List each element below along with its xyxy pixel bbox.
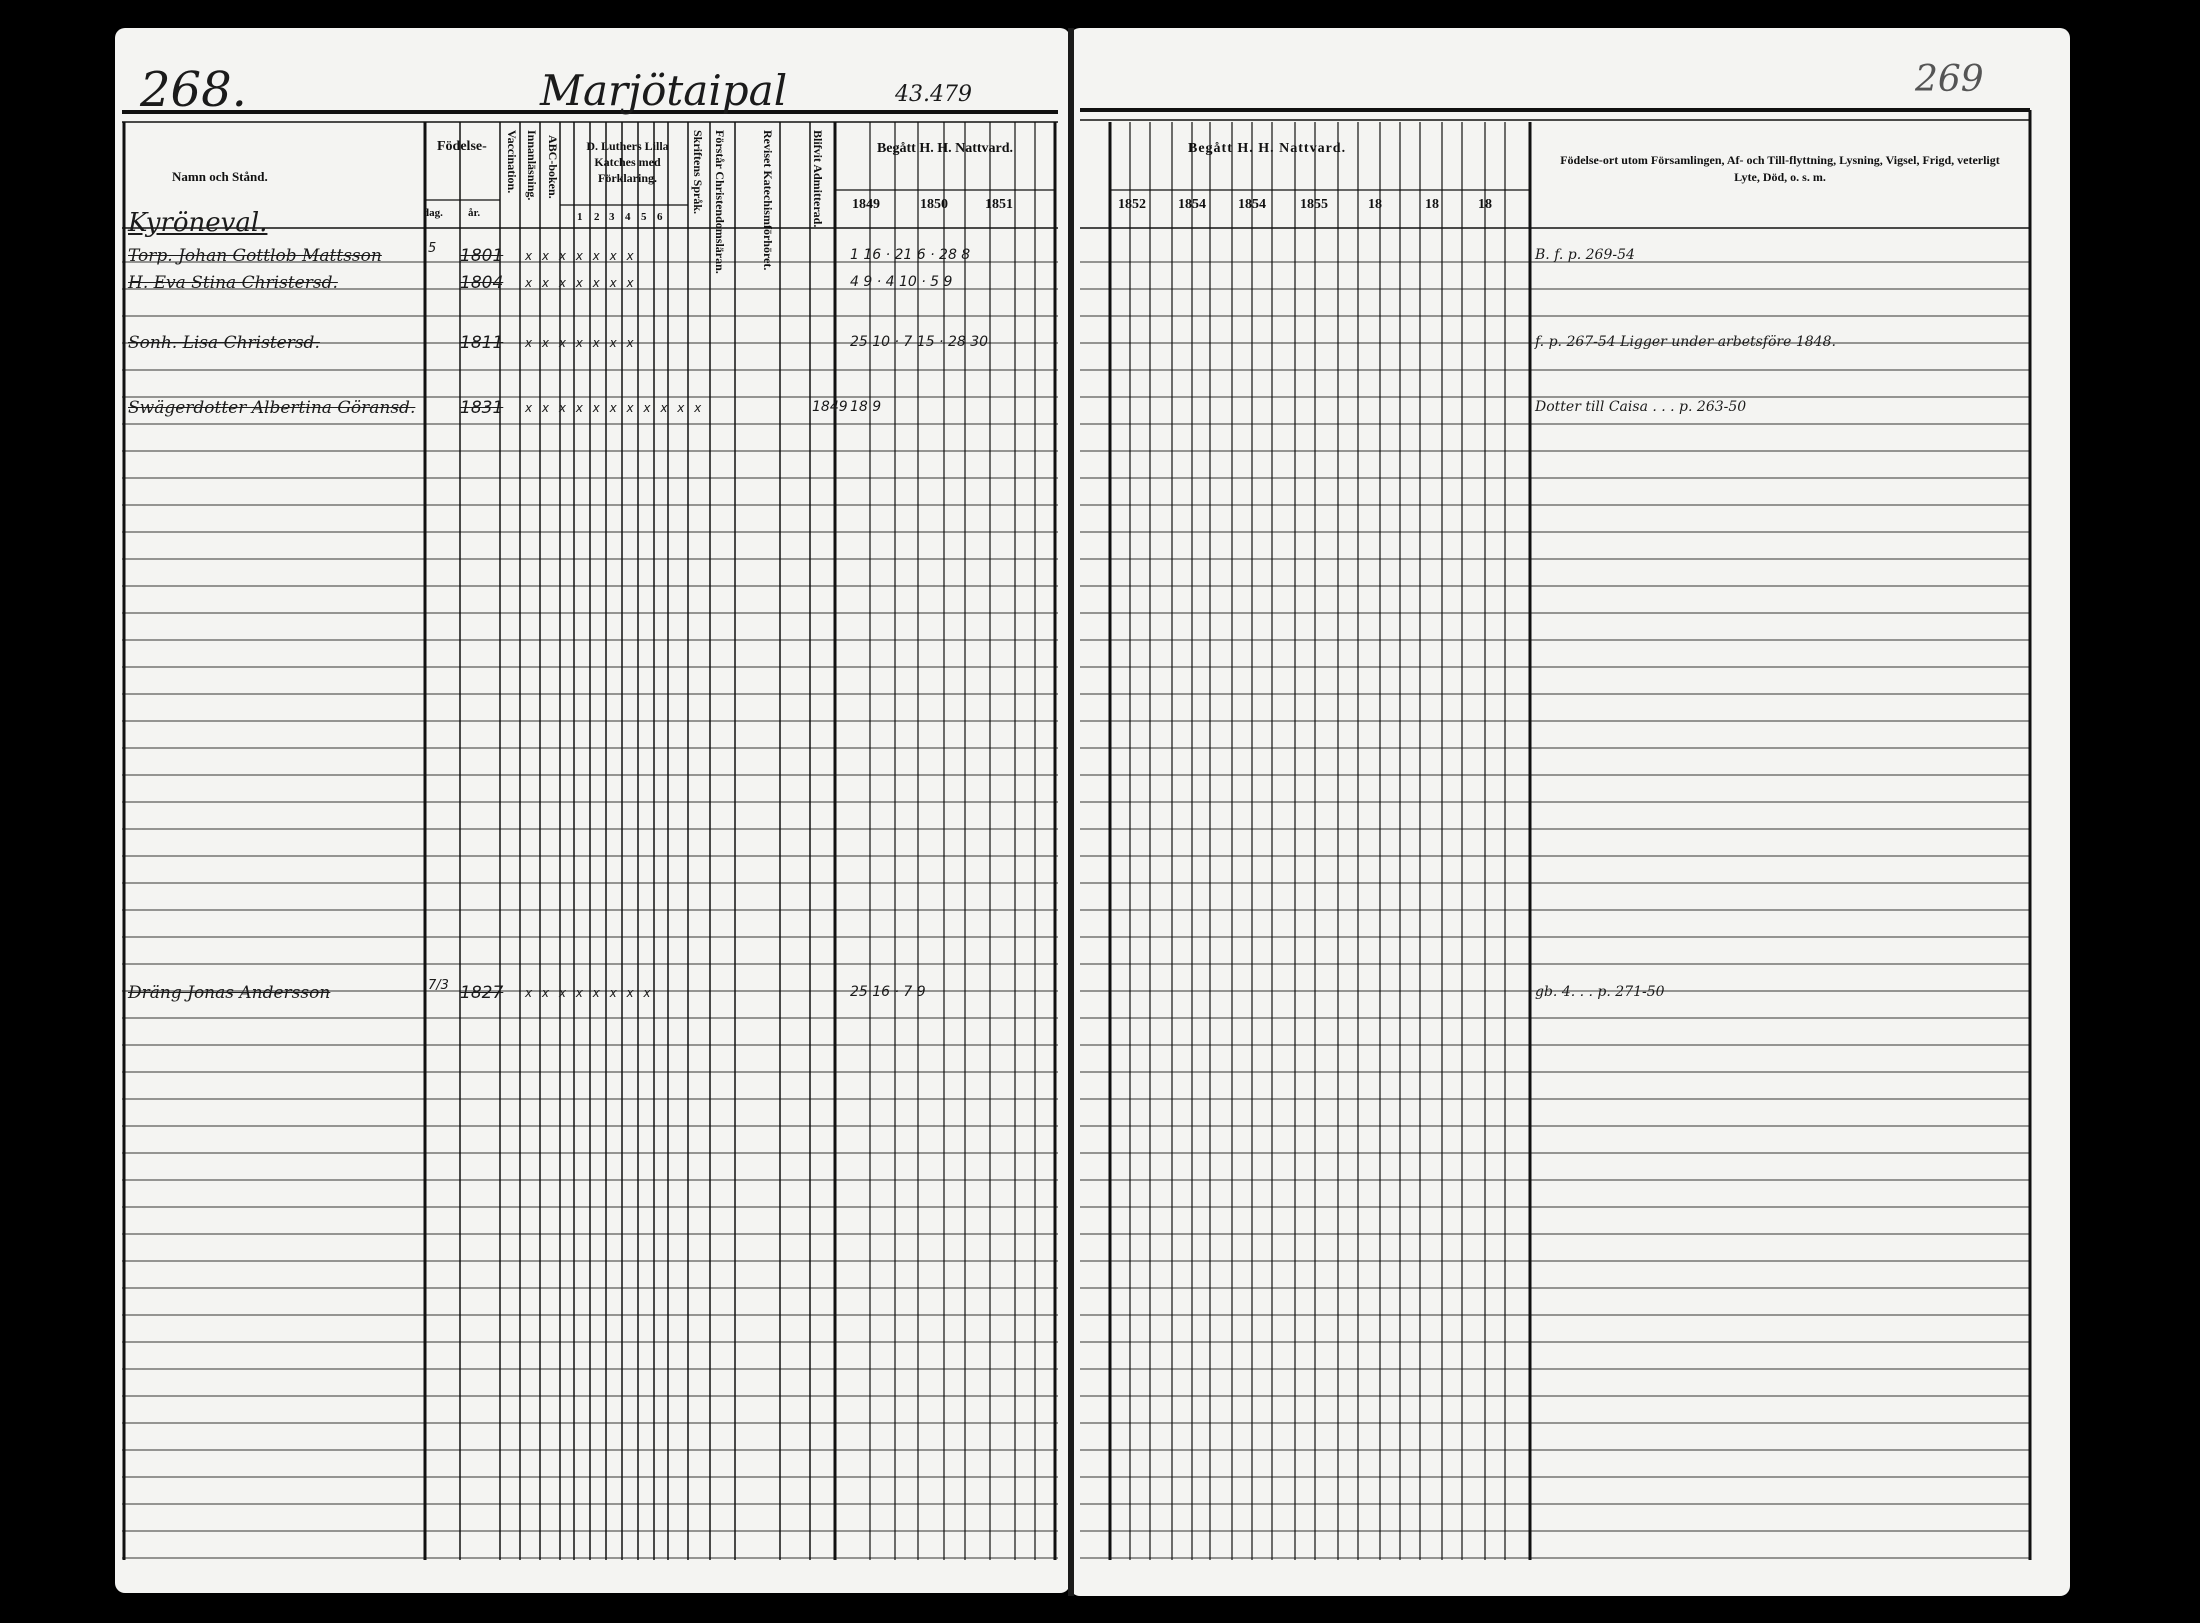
year-right-6: 18 [1478,197,1492,212]
entry-admitted: 1849 [812,399,848,415]
entry-progress-marks: x x x x x x x [525,276,637,290]
entry-name: Sonh. Lisa Christersd. [128,333,320,353]
col-vaccination: Vaccination. [504,130,519,194]
parish-title: Marjötaipal [540,66,788,115]
col-remarks: Födelse-ort utom Församlingen, Af- och Till-flyttning, Lysning, Vigsel, Frigd, veterligt Lyte, Död, o. s. m. [1560,153,2000,185]
col-reading-skill: Innanläsning. [524,130,539,201]
entry-progress-marks: x x x x x x x [525,336,637,350]
reference-number: 43.479 [895,82,972,107]
catechism-part-1: 1 [577,211,583,223]
col-communion-right: Begått H. H. Nattvard. [1188,141,1347,156]
entry-communion-dates: 18 9 [850,399,882,415]
entry-birth-year: 1804 [460,273,504,293]
entry-name: Swägerdotter Albertina Göransd. [128,398,416,418]
entry-communion-dates: 25 16 · 7 9 [850,984,926,1000]
entry-name: Dräng Jonas Andersson [128,983,331,1003]
entry-remarks: gb. 4. . . p. 271-50 [1535,984,1665,1000]
entry-progress-marks: x x x x x x x x x x x [525,401,705,415]
year-right-3: 1855 [1300,197,1328,212]
catechism-part-2: 2 [594,211,600,223]
catechism-part-4: 4 [625,211,631,223]
entry-birth-year: 1827 [460,983,504,1003]
col-revised-catechism: Reviset Katechismförhöret. [760,130,775,271]
col-birth-day: dag. [423,207,443,219]
entry-birth-day: 7/3 [428,978,449,993]
entry-name: H. Eva Stina Christersd. [128,273,338,293]
year-right-1: 1854 [1178,197,1206,212]
col-admitted: Blifvit Admitterad. [810,130,825,228]
catechism-part-5: 5 [641,211,647,223]
entry-birth-year: 1831 [460,398,504,418]
entry-birth-day: 5 [428,241,437,256]
entry-name: Torp. Johan Gottlob Mattsson [128,246,382,266]
year-right-2: 1854 [1238,197,1266,212]
catechism-part-6: 6 [657,211,663,223]
col-birth-year: år. [468,207,481,219]
year-left-2: 1851 [985,197,1013,212]
year-left-0: 1849 [852,197,880,212]
col-name-and-status: Namn och Stånd. [172,169,268,184]
entry-birth-year: 1811 [460,333,504,353]
entry-communion-dates: 1 16 · 21 6 · 28 8 [850,247,971,263]
col-birth: Födelse- [437,139,487,154]
entry-communion-dates: 25 10 · 7 15 · 28 30 [850,334,989,350]
entry-birth-year: 1801 [460,246,504,266]
col-abc-book: ABC-boken. [545,135,560,199]
section-heading: Kyröneval. [128,208,268,238]
col-scripture: Skriftens Språk. [690,130,705,215]
entry-remarks: B. f. p. 269-54 [1535,247,1635,263]
entry-progress-marks: x x x x x x x x [525,986,654,1000]
catechism-part-3: 3 [609,211,615,223]
entry-communion-dates: 4 9 · 4 10 · 5 9 [850,274,953,290]
col-catechism: D. Luthers Lilla Katches med Förklaring. [586,139,669,186]
year-right-0: 1852 [1118,197,1146,212]
entry-progress-marks: x x x x x x x [525,249,637,263]
col-communion-left: Begått H. H. Nattvard. [876,141,1014,156]
entry-remarks: Dotter till Caisa . . . p. 263-50 [1535,399,1747,415]
year-right-4: 18 [1368,197,1382,212]
entry-remarks: f. p. 267-54 Ligger under arbetsföre 1848. [1535,334,1836,350]
page-number: 268. [140,62,247,118]
year-left-1: 1850 [920,197,948,212]
year-right-5: 18 [1425,197,1439,212]
col-christianity: Förstår Christendomsläran. [712,130,727,274]
right-page-number: 269 [1915,59,1984,100]
